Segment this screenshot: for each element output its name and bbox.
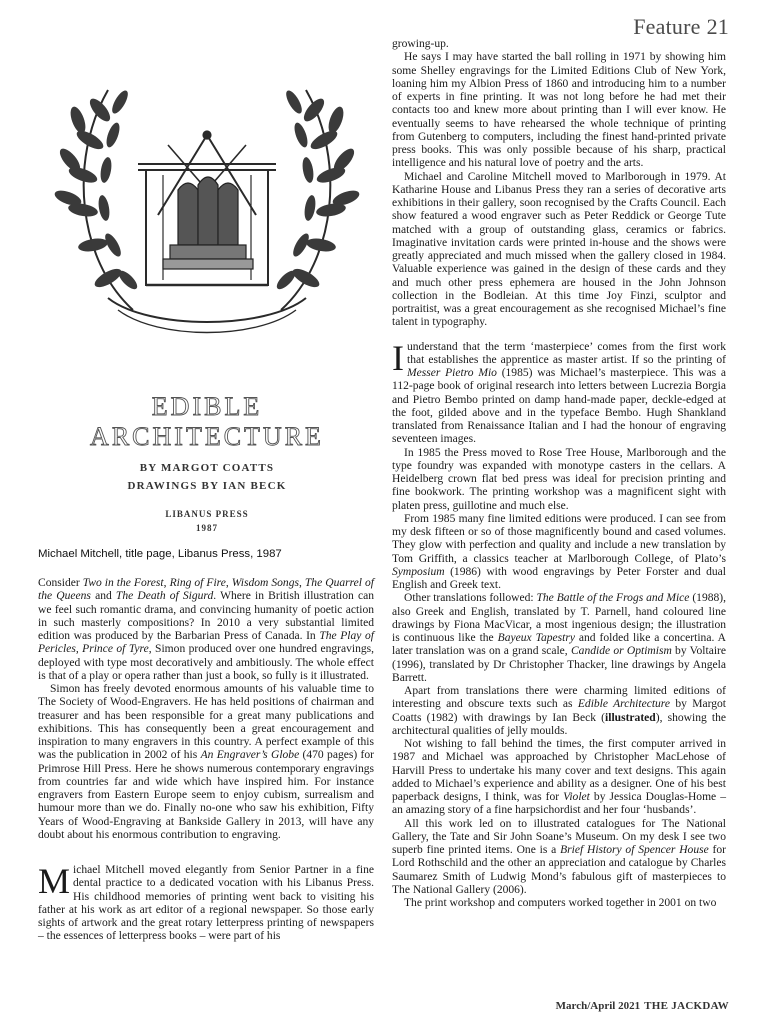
section-label: Feature [633, 14, 701, 39]
title-page-engraving [38, 40, 376, 536]
magazine-name: THE JACKDAW [644, 1000, 729, 1012]
paragraph: growing-up. [392, 38, 449, 50]
paragraph: Not wishing to fall behind the times, the first computer arrived in 1987 and Michael was approached by Christopher MacLehose of Harvill Press to undertake his many cover and text designs. This again added to Michael’s experience and ability as a designer. One of his best paperback designs, I think, was for Violet by Jessica Douglas-Home – an amazing story of a fine harpsichordist and her four ‘husbands’. [392, 738, 726, 817]
paragraph: Iunderstand that the term ‘masterpiece’ comes from the first work that establishes the apprentice as master artist. If so the printing of Messer Pietro Mio (1985) was Michael’s masterpiece. This was a 112-page book of original research into letters between Lucrezia Borgia and Pietro Bembo printed on damp hand-made paper, deckle-edged at the foot, gilded above and in the typeface Bembo. Hugh Shankland translated from Renaissance Italian and I had the honour of engraving seventeen images. [392, 337, 727, 446]
figure-caption: Michael Mitchell, title page, Libanus Press, 1987 [38, 548, 282, 560]
page-footer [556, 1000, 729, 1012]
paragraph: The print workshop and computers worked together in 2001 on two [404, 897, 717, 909]
left-column [38, 577, 374, 944]
title-page-illustration [38, 40, 376, 536]
title-drawings-credit: DRAWINGS BY IAN BECK [127, 480, 287, 492]
title-line-2: ARCHITECTURE [90, 422, 324, 451]
title-year: 1987 [196, 523, 218, 533]
paragraph: Simon has freely devoted enormous amounts of his valuable time to The Society of Wood-Engravers. He has held positions of chairman and treasurer and has been responsible for a great many publications and exhibitions. This has consequently been a great encouragement and inspiration to many engravers in this country. A perfect example of this was the publication in 2002 of his An Engraver’s Globe (470 pages) for Primrose Hill Press. Here he shows numerous contemporary engravings from countries far and wide which have inspired him. For instance engravers from Eastern Europe seem to enjoy cubism, surrealism and humour more than we do. Finally no-one who saw his exhibition, Fifty Years of Wood-Engraving at Bankside Gallery in 2013, will have any doubt about his enormous contribution to engraving. [38, 683, 374, 841]
page-header [633, 14, 729, 40]
paragraph: In 1985 the Press moved to Rose Tree House, Marlborough and the type foundry was expanded with monotype casters in the cellars. A Heidelberg crown flat bed press was ideal for precision printing and fine bookwork. The printing workshop was a magnificent sight with platen press, guillotine and much else. [392, 446, 726, 512]
paragraph: Michael Mitchell moved elegantly from Senior Partner in a fine dental practice to a dedicated vocation with his Libanus Press. His childhood memories of printing went back to visiting his father at his work as art editor of a regional newspaper. So those early sights of artwork and the great rotary letterpress printing of newspapers – the essences of letterpress books – were part of his [38, 861, 374, 943]
paragraph: Other translations followed: The Battle of the Frogs and Mice (1988), also Greek and English, translated by T. Parnell, hand coloured line drawings by Fiona MacVicar, a most ingenious design; the illustration is continuous like the Bayeux Tapestry and folded like a concertina. A later translation was on a grand scale, Candide or Optimism by Voltaire (1996), translated by Dr Christopher Thacker, line drawings by Angela Barrett. [392, 592, 726, 684]
issue-date: March/April 2021 [555, 1000, 641, 1012]
paragraph: Consider Two in the Forest, Ring of Fire, Wisdom Songs, The Quarrel of the Queens and The Death of Sigurd. Where in British illustration can we feel such romantic drama, and convincing humanity of poetic action in such masterly compositions? In 2010 a very substantial limited edition was produced by the Barbarian Press of Canada. In The Play of Pericles, Prince of Tyre, Simon produced over one hundred engravings, deployed with type most decoratively and ambitiously. The whole effect is that of a play or opera rather than just a book, so fully is it illustrated. [38, 577, 375, 682]
title-publisher: LIBANUS PRESS [165, 509, 249, 519]
drop-cap: I [392, 337, 404, 378]
drop-cap: M [38, 861, 71, 901]
page-number: 21 [706, 14, 729, 39]
title-byline: BY MARGOT COATTS [139, 462, 275, 474]
title-line-1: EDIBLE [151, 392, 263, 421]
paragraph: From 1985 many fine limited editions were produced. I can see from my desk fifteen or so of those magnificently bound and cased volumes. They glow with perfection and quality and include a new translation by Tom Griffith, a classics teacher at Marlborough College, of Plato’s Symposium (1986) with wood engravings by Peter Forster and dual English and Greek text. [392, 512, 726, 591]
paragraph: Apart from translations there were charming limited editions of interesting and obscure texts such as Edible Architecture by Margot Coatts (1982) with drawings by Ian Beck (illustrated), showing the architectural qualities of jelly moulds. [392, 685, 726, 737]
paragraph: All this work led on to illustrated catalogues for The National Gallery, the Tate and Sir John Soane’s Museum. On my desk I see two superb fine printed items. One is a Brief History of Spencer House for Lord Rothschild and the other an appreciation and catalogue by Charles Saumarez Smith of Ludwig Mond’s fabulous gift of masterpieces to The National Gallery (2006). [392, 817, 726, 896]
paragraph: He says I may have started the ball rolling in 1971 by showing him some Shelley engravings for the Limited Editions Club of New York, loaning him my Albion Press of 1860 and introducing him to a number of experts in fine printing. It was not long before he had met their contacts too and knew more about printing than I will ever know. He eventually seems to have rehearsed the whole technique of printing from Gutenberg to computers, including the finest hand-printed private press books. This was only possible because of his sharp, practical intelligence and his natural love of poetry and the arts. [392, 51, 726, 170]
paragraph: Michael and Caroline Mitchell moved to Marlborough in 1979. At Katharine House and Libanus Press they ran a series of decorative arts exhibitions in their gallery, soon recognised by the Crafts Council. Each show featured a wood engraver such as Peter Reddick or George Tute matched with a group of outstanding glass, ceramics or fabrics. Imaginative invitation cards were printed in-house and the shows were greatly appreciated and much missed when the gallery closed in 1984. Valuable experience was gained in the design of these cards and they and much other press ephemera are housed in the John Johnson collection in the Bodleian. At this time Joy Finzi, sculptor and portraitist, was a great encouragement as she recognised Michael’s fine talent in typography. [392, 170, 726, 329]
right-column [392, 38, 726, 910]
